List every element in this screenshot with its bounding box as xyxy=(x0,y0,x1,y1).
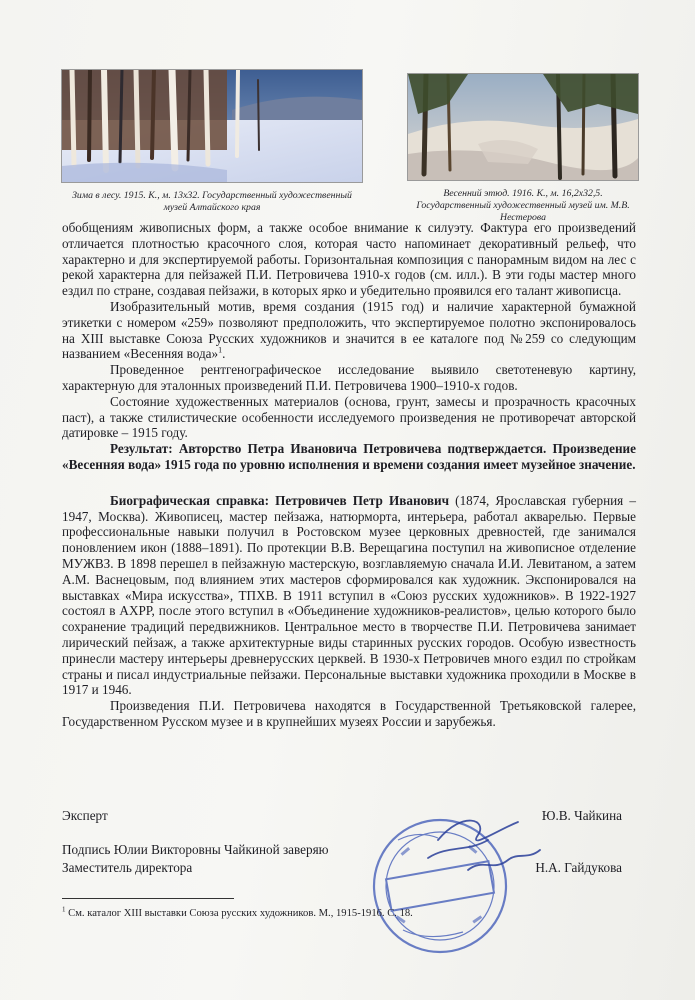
expert-label: Эксперт xyxy=(62,808,108,823)
paragraph-materials: Состояние художественных материалов (основа, грунт, замесы и прозрачность красочных паст), а также стилистические особенности исследуемого произведения не противоречат авторской датировке – 1915 году. xyxy=(62,393,636,441)
certification-text: Подпись Юлии Викторовны Чайкиной заверяю xyxy=(62,842,329,857)
paragraph-collections: Произведения П.И. Петровичева находятся в Государственной Третьяковской галерее, Государственном Русском музее и в крупнейших музеях России и зарубежья. xyxy=(62,698,636,729)
paragraph-motif: Изобразительный мотив, время создания (1915 год) и наличие характерной бумажной этикетки с номером «259» позволяют предположить, что экспертируемое полотно экспонировалось на XIII выставке Союза Русских художников и значится в ее каталоге под №259 со следующим названием «Весенняя вода»$^1$. xyxy=(62,298,636,362)
deputy-name: Н.А. Гайдукова xyxy=(535,860,622,875)
body-text xyxy=(62,220,636,730)
footnote-number: 1 xyxy=(62,905,66,914)
footnote xyxy=(62,907,413,920)
painting-winter-in-forest xyxy=(62,70,362,182)
expertise-stamp-and-signature xyxy=(368,800,568,960)
footnote-divider xyxy=(62,898,234,899)
figure-winter-forest xyxy=(62,70,362,214)
footnote-text: См. каталог XIII выставки Союза русских художников. М., 1915-1916. С. 18. xyxy=(68,908,413,919)
result-label: Результат: xyxy=(110,441,173,457)
painting-spring-study xyxy=(408,74,638,180)
figure-spring-study xyxy=(408,74,638,224)
expert-name: Ю.В. Чайкина xyxy=(541,808,622,823)
footnote-reference: 1 xyxy=(218,345,223,355)
caption-spring-study: Весенний этюд. 1916. К., м. 16,2x32,5. Государственный художественный музей им. М.В. Нестерова xyxy=(416,188,630,223)
paragraph-xray: Проведенное рентгенографическое исследование выявило светотеневую картину, характерную для эталонных произведений П.И. Петровичева 1900–1910-х годов. xyxy=(62,362,636,393)
biography-label: Биографическая справка: Петровичев Петр Иванович xyxy=(110,492,450,508)
deputy-label: Заместитель директора xyxy=(62,860,193,875)
paragraph-analysis-continued: обобщениям живописных форм, а также особое внимание к силуэту. Фактура его произведений отличается плотностью красочного слоя, которая часто напоминает декоративный рельеф, что характерно и для экспертируемой работы. Горизонтальная композиция с панорамным видом на лес с рекой характерна для пейзажей П.И. Петровичева 1910-х годов (см. илл.). В эти годы мастер много ездил по стране, создавая пейзажи, в которых ярко и убедительно проявился его талант живописца. xyxy=(62,220,636,299)
caption-winter-forest: Зима в лесу. 1915. К., м. 13x32. Государственный художественный музей Алтайского края xyxy=(72,190,352,213)
paragraph-result: Результат: Авторство Петра Ивановича Петровичева подтверждается. Произведение «Весенняя вода» 1915 года по уровню исполнения и времени создания имеет музейное значение. xyxy=(62,441,637,472)
paragraph-biography: Биографическая справка: Петровичев Петр Иванович (1874, Ярославская губерния – 1947, Москва). Живописец, мастер пейзажа, натюрморта, интерьера, работал акварелью. Первые профессиональные навыки получил в Ростовском музее церковных древностей, где занимался поновлением икон (1888–1891). По протекции В.В. Верещагина поступил на живописное отделение МУЖВЗ. В 1898 перешел в пейзажную мастерскую, возглавляемую сначала И.И. Левитаном, а затем А.М. Васнецовым, под влиянием этих мастеров сформировался как художник. Экспонировался на выставках «Мира искусства», ТПХВ. В 1911 вступил в «Союз русских художников». В 1922-1927 состоял в АХРР, после этого вступил в «Объединение художников-реалистов», целью которого было сохранение традиций передвижников. Центральное место в творчестве П.И. Петровичева занимает лирический пейзаж, а также архитектурные виды старинных русских городов. Особую известность принесли мастеру интерьеры древнерусских церквей. В 1930-х Петровичев много ездил по стройкам страны и писал индустриальные пейзажи. Персональные выставки художника проходили в Москве в 1917 и 1946. xyxy=(62,492,636,698)
